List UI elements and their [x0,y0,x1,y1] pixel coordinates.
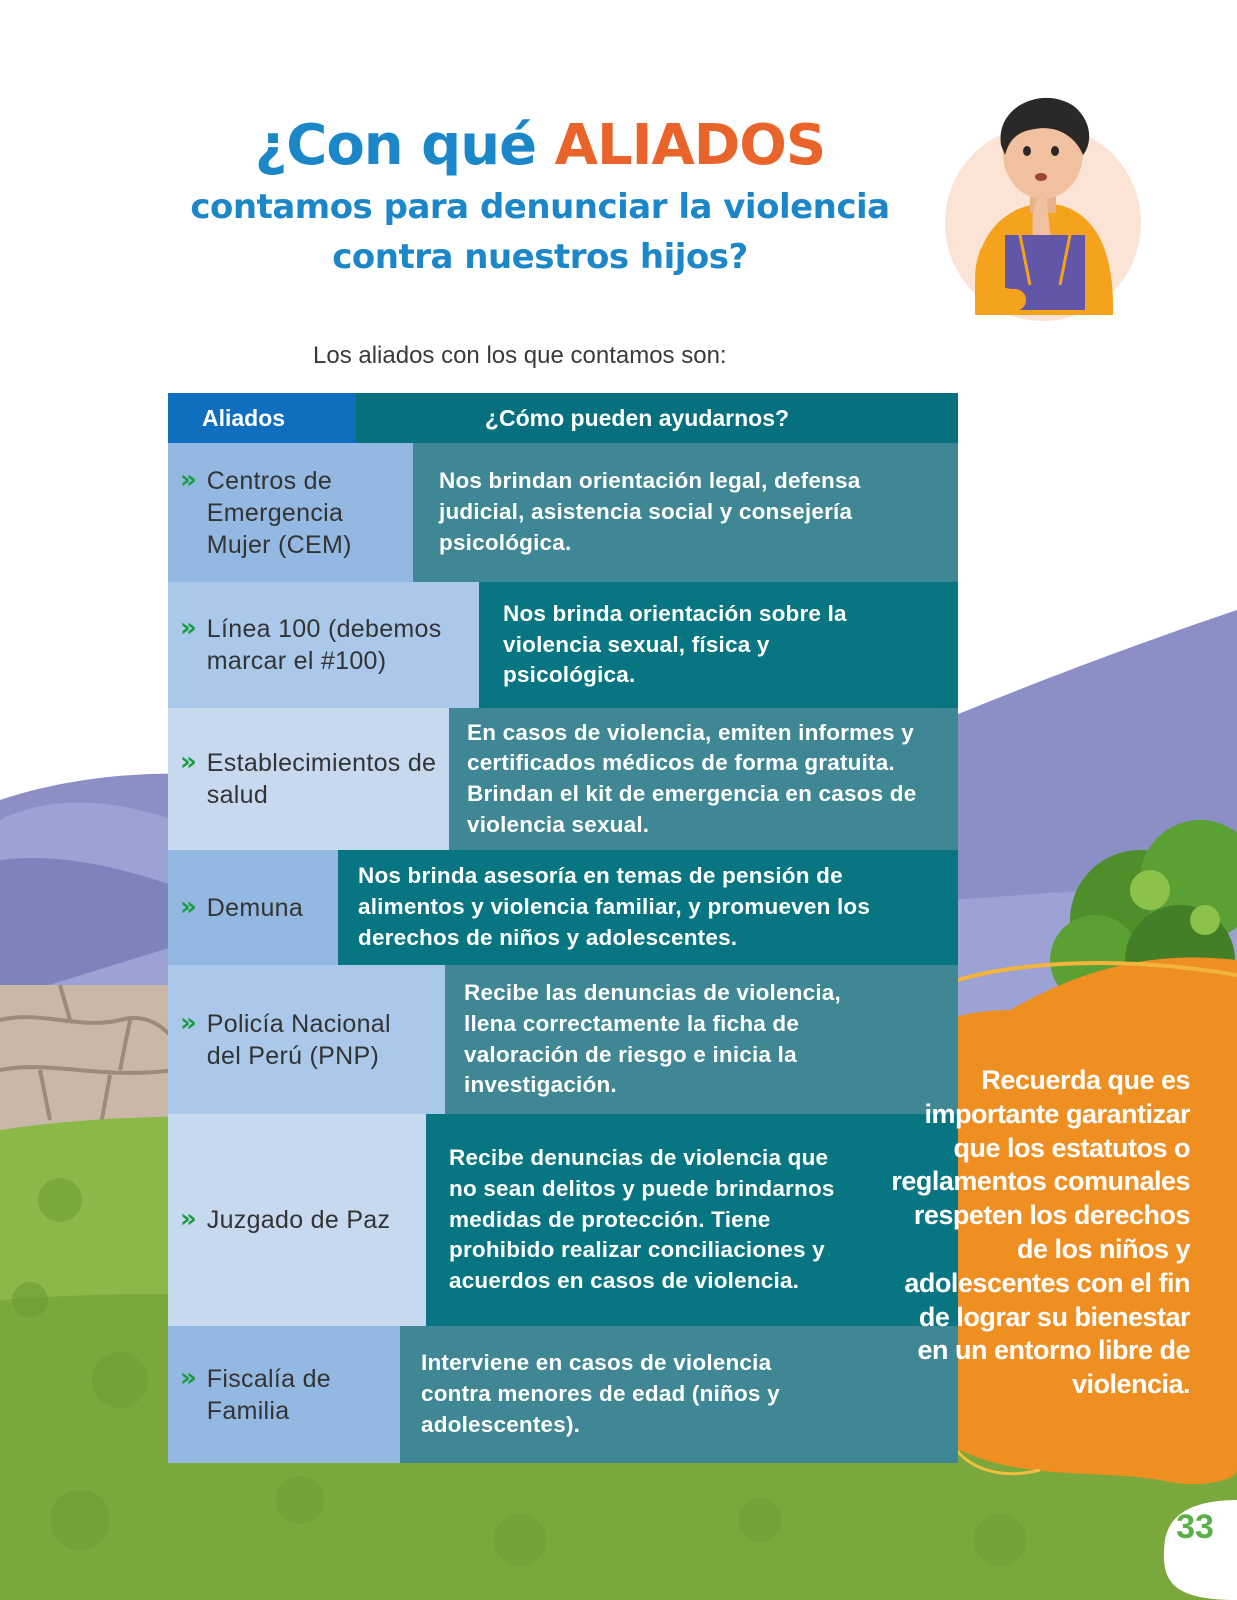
ally-name: Policía Nacional del Perú (PNP) [206,1009,391,1070]
help-cell [413,443,958,582]
help-cell [400,1326,958,1463]
boy-thinking-illustration [935,85,1155,325]
help-cell [445,965,958,1114]
header-allies: Aliados [168,393,356,443]
help-text: Recibe las denuncias de violencia, llena correctamente la ficha de valoración de riesgo e inicia la investigación. [464,980,841,1098]
help-text: Interviene en casos de violencia contra menores de edad (niños y adolescentes). [421,1350,780,1437]
title-prefix: ¿Con qué [254,113,537,178]
table-row [168,850,958,965]
double-chevron-icon: » [180,891,197,922]
help-text: Nos brindan orientación legal, defensa judicial, asistencia social y consejería psicológica. [439,468,861,555]
help-text: Nos brinda orientación sobre la violencia sexual, física y psicológica. [503,600,847,688]
ally-cell [168,1114,426,1326]
recuerda-note: Recuerda que es importante garantizar que los estatutos o reglamentos comunales respeten los derechos de los niños y adolescentes con el fin de lograr su bienestar en un entorno libre de violencia. [891,1065,1190,1400]
table-header [168,393,958,443]
ally-name: Centros de Emergencia Mujer (CEM) [206,466,352,559]
ally-cell [168,850,338,965]
help-cell [338,850,958,965]
help-cell [449,708,958,850]
help-text: Recibe denuncias de violencia que no sean delitos y puede brindarnos medidas de protección. Tiene prohibido realizar conciliaciones y acuerdos en casos de violencia. [449,1145,835,1294]
double-chevron-icon: » [180,464,197,495]
help-text: En casos de violencia, emiten informes y certificados médicos de forma gratuita. Brindan el kit de emergencia en casos de violencia sexual. [467,719,917,837]
double-chevron-icon: » [180,1204,197,1234]
title-accent: ALIADOS [554,113,826,178]
help-cell [479,582,958,708]
header-how-help: ¿Cómo pueden ayudarnos? [356,393,958,443]
ally-cell [168,965,445,1114]
intro-text: Los aliados con los que contamos son: [313,342,727,369]
ally-name: Línea 100 (debemos marcar el #100) [206,615,442,675]
ally-name: Fiscalía de Familia [206,1364,331,1425]
table-row [168,1326,958,1463]
ally-cell [168,443,413,582]
page-title [130,110,950,282]
title-line-2: contamos para denunciar la violencia [190,187,890,227]
double-chevron-icon: » [180,747,197,777]
title-line-1 [130,110,950,182]
ally-cell [168,708,449,850]
ally-cell [168,1326,400,1463]
ally-name: Establecimientos de salud [206,749,437,809]
page-number: 33 [1176,1508,1214,1546]
table-row [168,965,958,1114]
table-row [168,582,958,708]
double-chevron-icon: » [180,1007,197,1038]
allies-table [168,393,958,1463]
ally-name: Demuna [206,893,304,922]
double-chevron-icon: » [180,1362,197,1393]
table-row [168,1114,958,1326]
ally-cell [168,582,479,708]
ally-name: Juzgado de Paz [206,1206,391,1234]
table-row [168,443,958,582]
title-line-3: contra nuestros hijos? [332,237,748,277]
table-row [168,708,958,850]
help-text: Nos brinda asesoría en temas de pensión de alimentos y violencia familiar, y promueven los derechos de niños y adolescentes. [358,863,871,950]
double-chevron-icon: » [180,613,197,643]
help-cell [426,1114,958,1326]
